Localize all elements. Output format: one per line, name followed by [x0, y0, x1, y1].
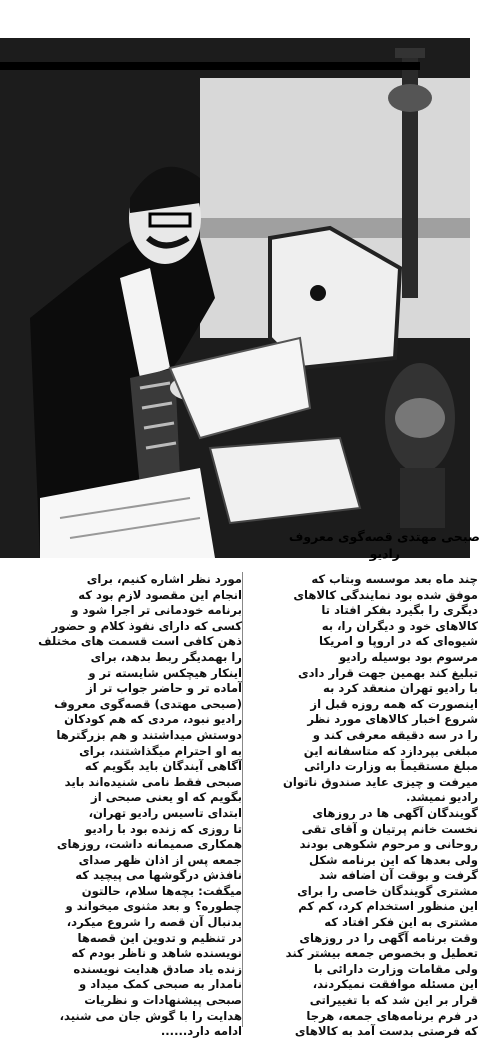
text-line: شروع اخبار کالاهای مورد نظر: [307, 712, 478, 727]
text-line: نویسنده شاهد و ناظر بودم که: [71, 946, 242, 961]
text-line: اینصورت که همه روزه قبل از: [310, 696, 478, 711]
text-line: قرار بر این شد که با تغییراتی: [309, 993, 478, 1008]
text-line: روحانی و مرحوم شکوهی بودند: [299, 837, 478, 852]
text-line: نافذش درگوشها می پیچید که: [75, 868, 242, 883]
text-line: این مسئله موافقت نمیکردند،: [312, 977, 478, 992]
text-line: رادیو نبود، مردی که هم کودکان: [64, 712, 242, 727]
text-line: تعطیل و بخصوص جمعه بیشتر کند: [285, 946, 478, 961]
text-line: دیگری را بگیرد بفکر افتاد تا: [321, 603, 478, 618]
text-line: که فرصتی بدست آمد به کالاهای: [294, 1024, 478, 1039]
text-line: در تنظیم و تدوین این قصه‌ها: [77, 930, 242, 945]
text-line: زنده یاد صادق هدایت نویسنده: [73, 961, 242, 976]
top-rule: [0, 62, 420, 70]
text-line: مرسوم بود بوسیله رادیو: [339, 649, 478, 664]
text-line: تبلیغ کند بهمین جهت قرار دادی: [297, 665, 478, 680]
text-line: همکاری صمیمانه داشت، روزهای: [56, 837, 242, 852]
text-line: صبحی فقط نامی شنیده‌اند باید: [64, 774, 242, 789]
column-divider: [242, 572, 243, 1027]
text-line: میگفت: بچه‌ها سلام، حالتون: [81, 883, 242, 898]
text-line: را بهمدیگر ربط بدهد، برای: [90, 649, 242, 664]
text-line: رادیو نمیشد.: [405, 790, 478, 805]
text-line: به او احترام میگذاشتند، برای: [79, 743, 242, 758]
photo-caption: [220, 528, 480, 562]
text-line: صبحی پیشنهادات و نظریات: [84, 993, 242, 1008]
text-line: بدنبال آن قصه را شروع میکرد،: [66, 915, 242, 930]
photo-radio-storyteller: [0, 38, 470, 558]
caption-line-1: صبحی مهتدی قصه‌گوی معروف: [288, 529, 480, 544]
text-line: بگویم که او یعنی صبحی از: [91, 790, 242, 805]
text-line: نخست خانم پرتیان و آقای تقی: [301, 821, 478, 836]
article-column-left: [14, 572, 242, 1040]
text-line: گرفت و بوقت آن اضافه شد: [319, 868, 478, 883]
text-line: موفق شده بود نمایندگی کالاهای: [293, 587, 478, 602]
text-line: چند ماه بعد موسسه وبتاب که: [311, 572, 478, 586]
text-line: چطوره؟ و بعد مثنوی میخواند و: [65, 899, 242, 914]
text-line: میرفت و چیزی عاید صندوق ناتوان: [282, 774, 478, 789]
text-line: جمعه پس از اذان ظهر صدای: [78, 852, 242, 867]
text-line: برنامه خودمانی تر اجرا شود و: [71, 603, 242, 618]
text-line: گویندگان آگهی ها در روزهای: [312, 805, 478, 820]
text-line: کسی که دارای نفوذ کلام و حضور: [51, 618, 242, 633]
text-line: با رادیو تهران منعقد کرد به: [323, 681, 478, 696]
text-line: را در سه دقیقه معرفی کند و: [312, 727, 478, 742]
text-line: ولی مقامات وزارت دارائی با: [313, 961, 478, 976]
text-line: وقت برنامه آگهی را در روزهای: [299, 930, 478, 945]
text-line: شیوه‌ای که در اروپا و امریکا: [318, 634, 478, 649]
text-line: مشتری به این فکر افتاد که: [324, 915, 478, 930]
text-line: ابتدای تاسیس رادیو تهران،: [88, 805, 242, 820]
text-line: (صبحی مهتدی) قصه‌گوی معروف: [54, 696, 242, 711]
text-line: این منظور استخدام کرد، کم کم: [298, 899, 478, 914]
text-line: کالاهای خود و دیگران را، به: [321, 618, 478, 633]
text-line: نامدار به صبحی کمک میداد و: [79, 977, 242, 992]
text-line: مشتری گویندگان خاصی را برای: [297, 883, 478, 898]
text-line: در فرم برنامه‌های جمعه، هرجا: [306, 1008, 478, 1023]
text-line: آماده تر و حاضر جواب تر از: [86, 681, 242, 696]
text-line: هدایت را با گوش جان می شنید،: [59, 1008, 242, 1023]
text-line: ولی بعدها که این برنامه شکل: [309, 852, 478, 867]
photo-illustration: [0, 38, 470, 558]
text-line: آگاهی آیندگان باید بگویم که: [84, 759, 242, 774]
article-column-right: [250, 572, 478, 1040]
caption-line-2: رادیو: [369, 546, 400, 561]
text-line: ادامه دارد......: [160, 1024, 242, 1039]
text-line: ذهن کافی است قسمت های مختلف: [38, 634, 242, 649]
text-line: مورد نظر اشاره کنیم، برای: [86, 572, 242, 586]
text-line: تا روزی که زنده بود با رادیو: [85, 821, 242, 836]
text-line: مبلغ مستقیماً به وزارت دارائی: [304, 759, 478, 774]
text-line: دوستش میداشتند و هم بزرگترها: [56, 727, 242, 742]
text-line: اینکار هیچکس شایسته تر و: [88, 665, 242, 680]
text-line: مبلغی بپردازد که متاسفانه این: [303, 743, 478, 758]
text-line: انجام این مقصود لازم بود که: [78, 587, 242, 602]
